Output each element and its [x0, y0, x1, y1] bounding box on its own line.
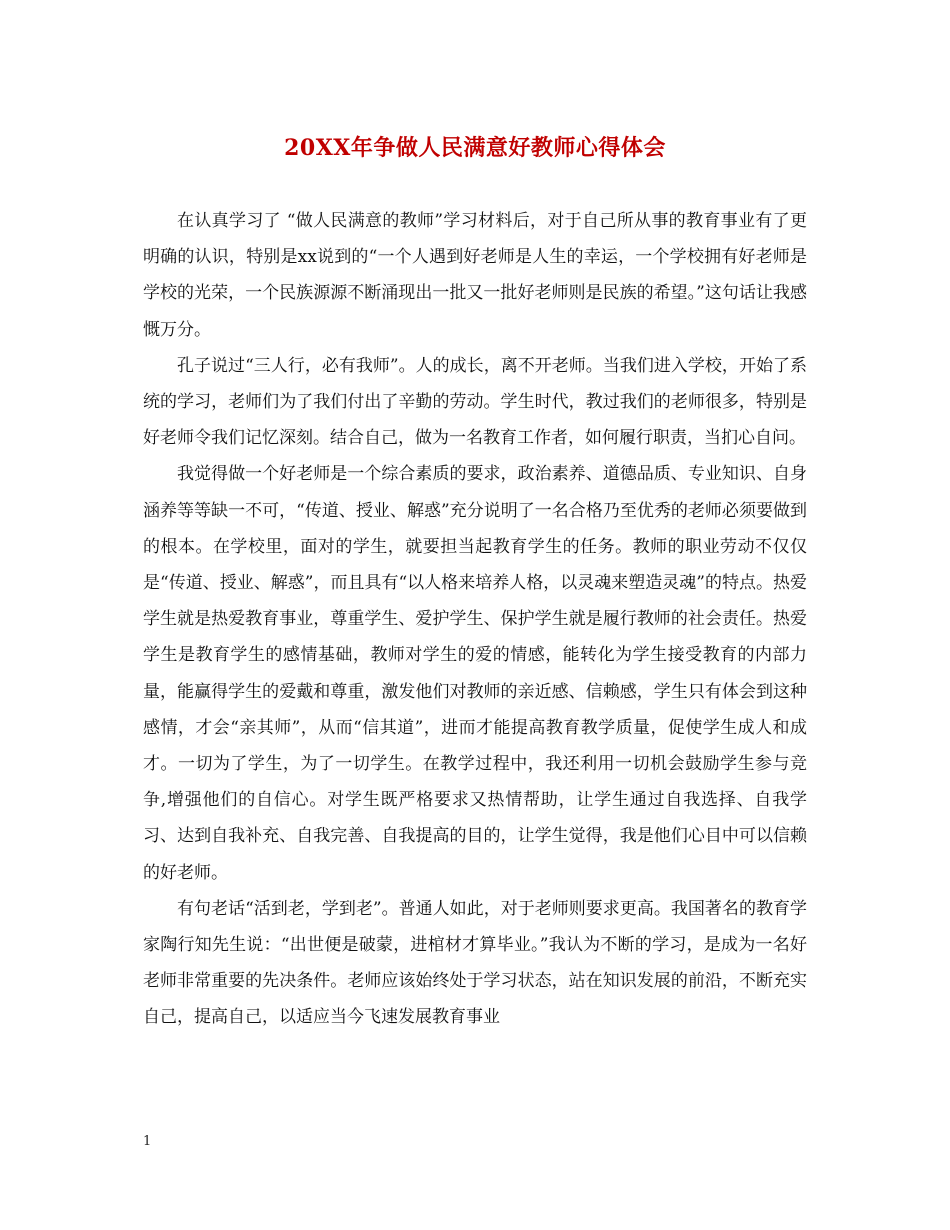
- document-title: 20XX年争做人民满意好教师心得体会: [284, 135, 666, 161]
- paragraph-3: 我觉得做一个好老师是一个综合素质的要求，政治素养、道德品质、专业知识、自身涵养等等缺一不可，“传道、授业、解惑”充分说明了一名合格乃至优秀的老师必须要做到的根本。在学校里，面对的学生，就要担当起教育学生的任务。教师的职业劳动不仅仅是“传道、授业、解惑”，而且具有“以人格来培养人格，以灵魂来塑造灵魂”的特点。热爱学生就是热爱教育事业，尊重学生、爱护学生、保护学生就是履行教师的社会责任。热爱学生是教育学生的感情基础，教师对学生的爱的情感，能转化为学生接受教育的内部力量，能赢得学生的爱戴和尊重，激发他们对教师的亲近感、信赖感，学生只有体会到这种感情，才会“亲其师”，从而“信其道”，进而才能提高教育教学质量，促使学生成人和成才。一切为了学生，为了一切学生。在教学过程中，我还利用一切机会鼓励学生参与竞争,增强他们的自信心。对学生既严格要求又热情帮助，让学生通过自我选择、自我学习、达到自我补充、自我完善、自我提高的目的，让学生觉得，我是他们心目中可以信赖的好老师。: [143, 464, 807, 883]
- paragraph-1: 在认真学习了 “做人民满意的教师”学习材料后，对于自己所从事的教育事业有了更明确的认识，特别是xx说到的“一个人遇到好老师是人生的幸运，一个学校拥有好老师是学校的光荣，一个民族源源不断涌现出一批又一批好老师则是民族的希望。”这句话让我感慨万分。: [143, 211, 807, 340]
- page-number: 1: [143, 1134, 152, 1149]
- paragraph-4: 有句老话“活到老，学到老”。普通人如此，对于老师则要求更高。我国著名的教育学家陶行知先生说：“出世便是破蒙，进棺材才算毕业。”我认为不断的学习，是成为一名好老师非常重要的先决条件。老师应该始终处于学习状态，站在知识发展的前沿，不断充实自己，提高自己，以适应当今飞速发展教育事业: [143, 898, 807, 1028]
- document-body: [143, 203, 807, 1036]
- paragraph-2: 孔子说过“三人行，必有我师”。人的成长，离不开老师。当我们进入学校，开始了系统的学习，老师们为了我们付出了辛勤的劳动。学生时代，教过我们的老师很多，特别是好老师令我们记忆深刻。结合自己，做为一名教育工作者，如何履行职责，当扪心自问。: [143, 355, 807, 449]
